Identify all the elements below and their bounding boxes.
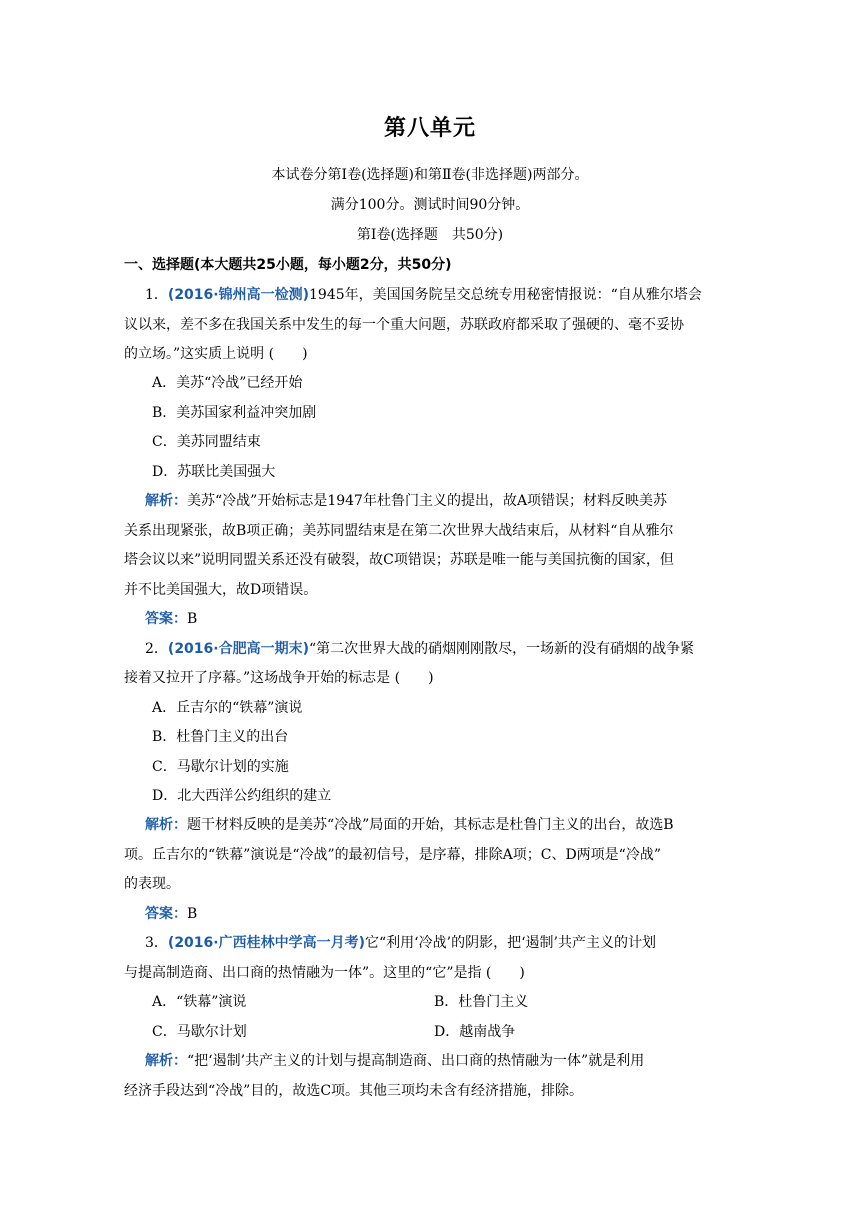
question-3-line-1 — [145, 932, 656, 952]
question-1-stem-2: 议以来，差不多在我国关系中发生的每一个重大问题，苏联政府都采取了强硬的、毫不妥协 — [124, 317, 684, 333]
question-2-line-1 — [145, 638, 694, 658]
section-heading: 一、选择题(本大题共25小题，每小题2分，共50分) — [124, 257, 452, 273]
question-2-analysis-1: 题干材料反映的是美苏“冷战”局面的开始，其标志是杜鲁门主义的出台，故选B — [187, 817, 674, 833]
question-1-analysis-2: 关系出现紧张，故B项正确；美苏同盟结束是在第二次世界大战结束后，从材料“自从雅尔 — [124, 523, 674, 539]
page-title: 第八单元 — [383, 116, 476, 141]
question-3-option-a: A．“铁幕”演说 — [152, 994, 247, 1010]
exam-info-line-2: 满分100分。测试时间90分钟。 — [330, 197, 530, 213]
question-1-stem-1: 1945年，美国国务院呈交总统专用秘密情报说：“自从雅尔塔会 — [309, 287, 702, 303]
question-3-number: 3． — [145, 935, 168, 951]
question-1-analysis-4: 并不比美国强大，故D项错误。 — [124, 582, 318, 598]
question-2-analysis-2: 项。丘吉尔的“铁幕”演说是“冷战”的最初信号，是序幕，排除A项；C、D两项是“冷战” — [124, 847, 661, 863]
question-2-answer-value: B — [187, 906, 198, 922]
exam-info-line-3: 第Ⅰ卷(选择题 共50分) — [356, 227, 504, 243]
question-2-answer-label: 答案： — [145, 906, 187, 922]
question-3-source: (2016·广西桂林中学高一月考) — [167, 935, 366, 951]
question-2-option-b: B．杜鲁门主义的出台 — [152, 729, 289, 745]
question-1-source: (2016·锦州高一检测) — [167, 287, 310, 303]
question-1-option-d: D．苏联比美国强大 — [152, 464, 276, 480]
question-1-number: 1． — [145, 287, 168, 303]
question-1-option-c: C．美苏同盟结束 — [152, 434, 261, 450]
question-1-answer — [145, 608, 197, 628]
question-3-analysis-line-1 — [145, 1050, 644, 1070]
question-2-stem-2: 接着又拉开了序幕。”这场战争开始的标志是 ( ) — [124, 670, 434, 686]
question-2-analysis-3: 的表现。 — [124, 876, 180, 892]
question-3-option-d: D．越南战争 — [434, 1024, 516, 1040]
question-1-analysis-label: 解析： — [145, 493, 187, 509]
question-2-stem-1: “第二次世界大战的硝烟刚刚散尽，一场新的没有硝烟的战争紧 — [309, 641, 695, 657]
question-1-option-b: B．美苏国家利益冲突加剧 — [152, 405, 317, 421]
question-1-line-1 — [145, 284, 702, 304]
question-2-number: 2． — [145, 641, 168, 657]
question-2-option-a: A．丘吉尔的“铁幕”演说 — [152, 700, 303, 716]
question-2-answer — [145, 903, 197, 923]
question-2-analysis-line-1 — [145, 814, 674, 834]
question-1-analysis-line-1 — [145, 490, 667, 510]
question-1-analysis-3: 塔会议以来”说明同盟关系还没有破裂，故C项错误；苏联是唯一能与美国抗衡的国家，但 — [124, 552, 674, 568]
question-1-answer-label: 答案： — [145, 611, 187, 627]
question-3-analysis-2: 经济手段达到“冷战”目的，故选C项。其他三项均未含有经济措施，排除。 — [124, 1083, 584, 1099]
question-1-answer-value: B — [187, 611, 198, 627]
question-2-option-d: D．北大西洋公约组织的建立 — [152, 788, 332, 804]
question-3-option-c: C．马歇尔计划 — [152, 1024, 247, 1040]
question-1-analysis-1: 美苏“冷战”开始标志是1947年杜鲁门主义的提出，故A项错误；材料反映美苏 — [187, 493, 668, 509]
question-2-analysis-label: 解析： — [145, 817, 187, 833]
question-1-option-a: A．美苏“冷战”已经开始 — [152, 375, 303, 391]
question-2-source: (2016·合肥高一期末) — [167, 641, 310, 657]
exam-info-line-1: 本试卷分第Ⅰ卷(选择题)和第Ⅱ卷(非选择题)两部分。 — [271, 167, 589, 183]
question-3-stem-2: 与提高制造商、出口商的热情融为一体”。这里的“它”是指 ( ) — [124, 965, 525, 981]
question-3-option-b: B．杜鲁门主义 — [434, 994, 529, 1010]
question-3-stem-1: 它“利用‘冷战’的阴影，把‘遏制’共产主义的计划 — [365, 935, 656, 951]
question-1-stem-3: 的立场。”这实质上说明 ( ) — [124, 346, 308, 362]
question-3-analysis-1: “把‘遏制’共产主义的计划与提高制造商、出口商的热情融为一体”就是利用 — [187, 1053, 645, 1069]
question-2-option-c: C．马歇尔计划的实施 — [152, 759, 289, 775]
question-3-analysis-label: 解析： — [145, 1053, 187, 1069]
